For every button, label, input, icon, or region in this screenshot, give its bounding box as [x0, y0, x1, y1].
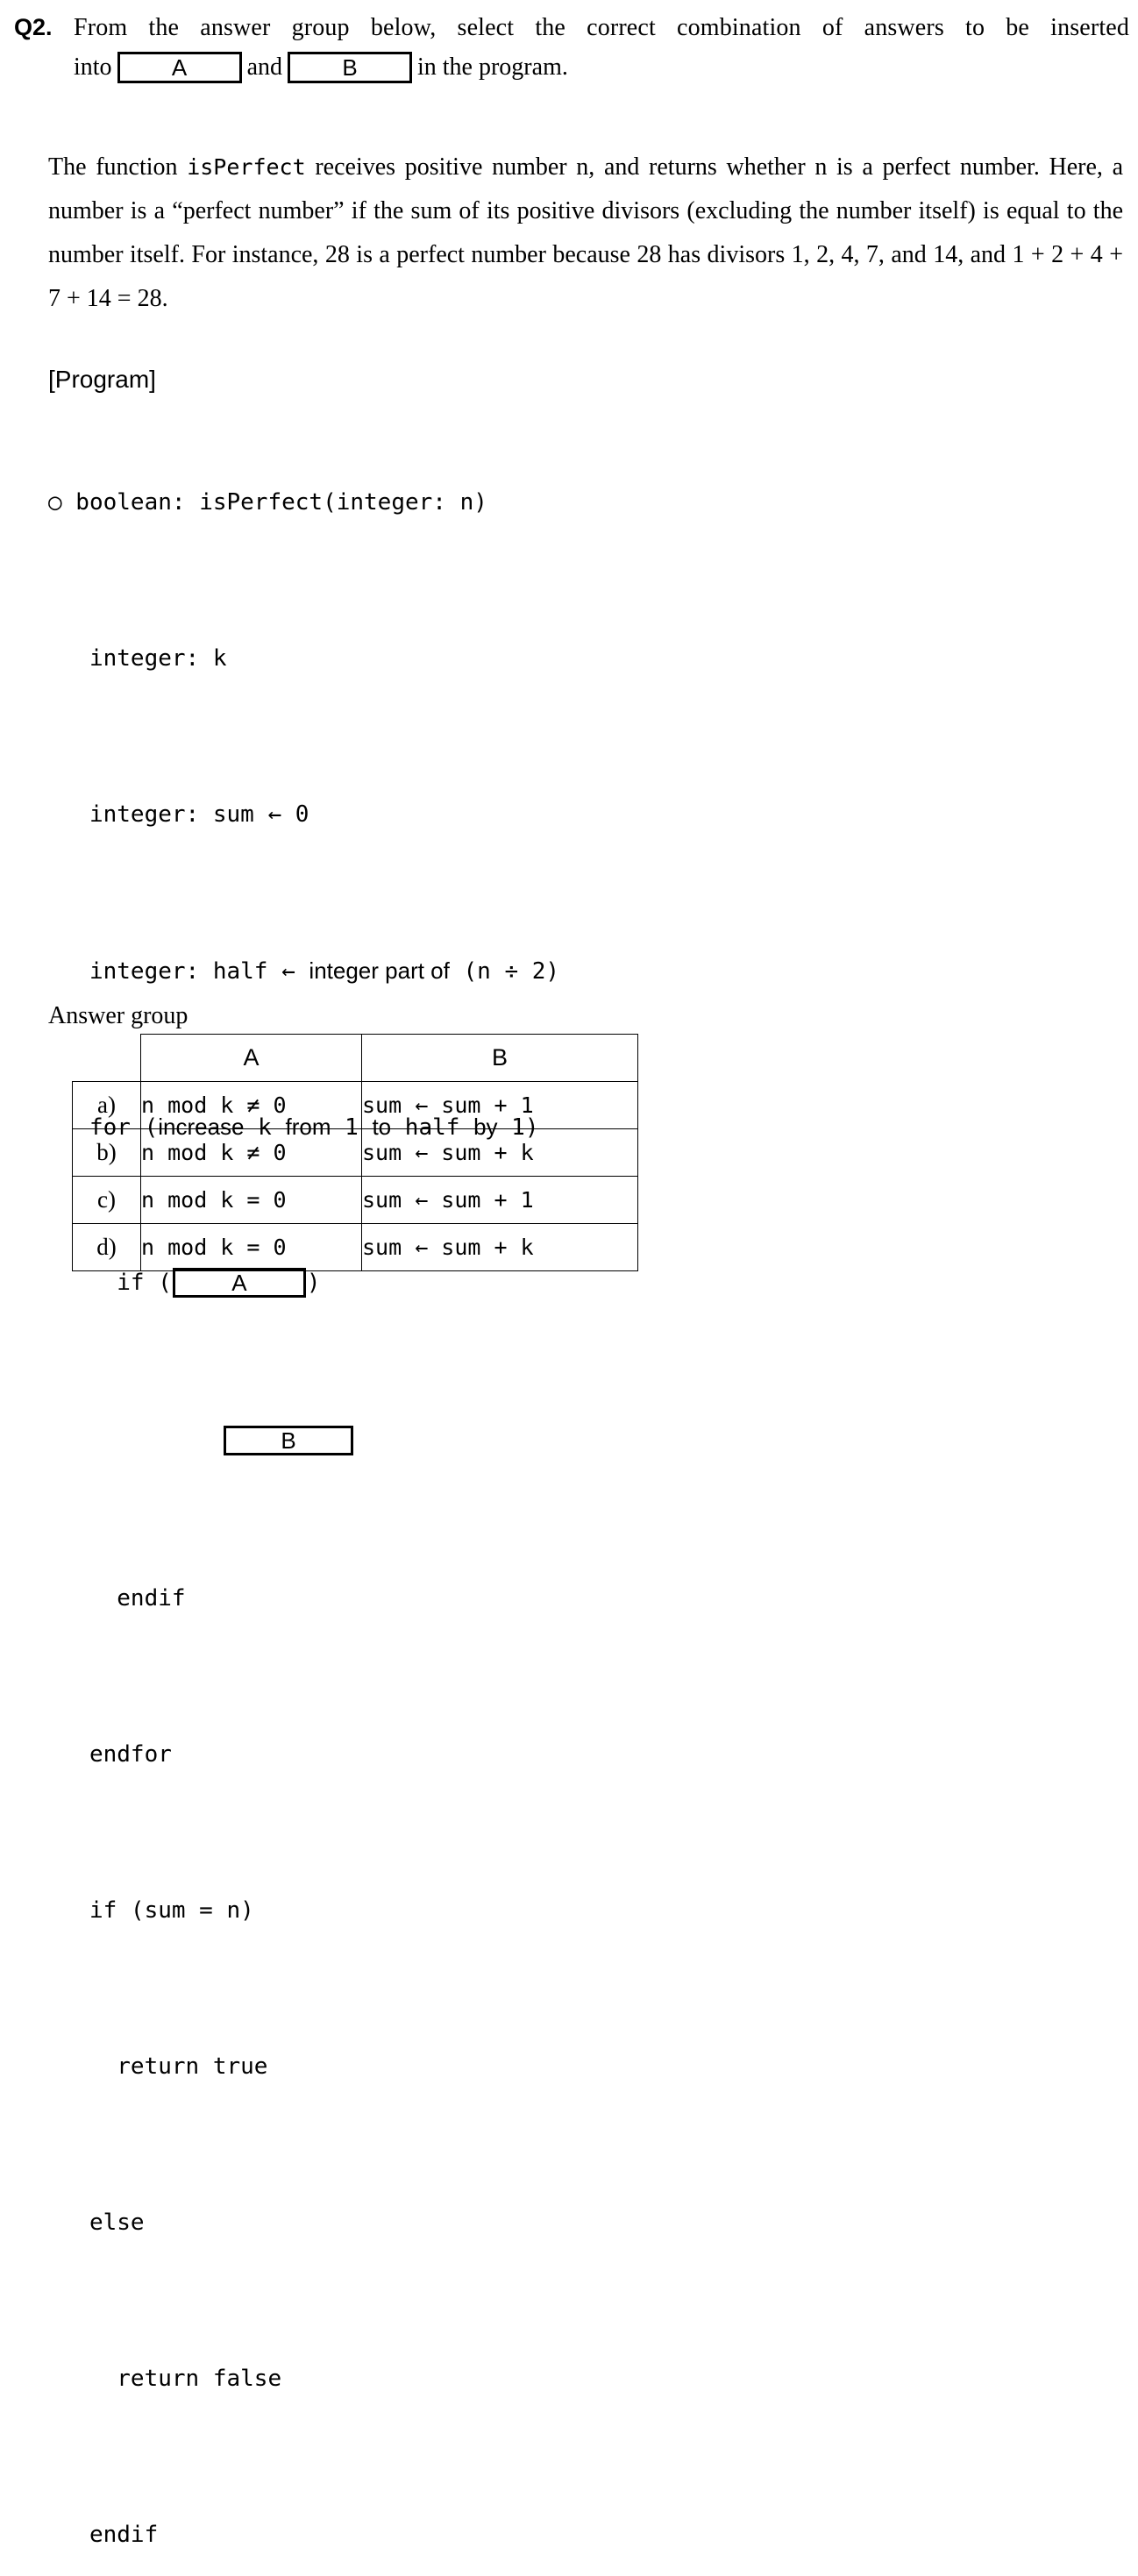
code-line-return-false: return false — [48, 2365, 282, 2392]
code-half-natural-text: integer part of — [309, 957, 450, 984]
question-header — [14, 12, 1129, 83]
function-name: isPerfect — [187, 154, 306, 180]
code-line-endif-inner: endif — [48, 1584, 186, 1612]
code-line-declare-half — [48, 951, 559, 991]
question-prompt-text: From the answer group below, select the correct combination of answers to be inserted — [74, 14, 1129, 41]
code-line-declare-k: integer: k — [48, 645, 227, 672]
code-for-var: k — [244, 1114, 286, 1141]
description-paragraph — [48, 146, 1123, 321]
blank-box-b-program[interactable]: B — [224, 1426, 353, 1455]
code-for-end: half — [391, 1114, 474, 1141]
code-for-to-word: to — [372, 1114, 392, 1140]
table-header-row — [73, 1035, 638, 1082]
code-half-suffix: (n ÷ 2) — [449, 958, 560, 985]
question-line-2 — [14, 52, 1129, 83]
answer-group-table — [72, 1034, 638, 1271]
blank-box-a-inline[interactable]: A — [117, 52, 242, 83]
code-line-endfor: endfor — [48, 1740, 172, 1768]
blank-box-a-program[interactable]: A — [173, 1268, 306, 1298]
code-for-from-word: from — [285, 1114, 331, 1140]
row-b-col-a: n mod k ≠ 0 — [141, 1129, 362, 1177]
row-label-d: d) — [73, 1224, 141, 1271]
question-number: Q2. — [14, 14, 53, 40]
code-if-prefix: if ( — [48, 1270, 172, 1296]
code-line-declare-sum: integer: sum ← 0 — [48, 801, 309, 828]
circle-bullet-icon: ○ — [48, 489, 62, 516]
code-line-blank-b — [48, 1420, 559, 1462]
code-for-by-word: by — [473, 1114, 498, 1140]
question-into-word: into — [74, 53, 112, 81]
header-cell-a: A — [141, 1035, 362, 1082]
row-b-col-b: sum ← sum + k — [362, 1129, 638, 1177]
code-line-if-sum-equals-n: if (sum = n) — [48, 1896, 254, 1924]
program-code-block — [48, 405, 559, 2576]
code-for-prefix: for ( — [48, 1114, 159, 1141]
table-row[interactable] — [73, 1129, 638, 1177]
code-line-else: else — [48, 2209, 145, 2236]
code-line-return-true: return true — [48, 2053, 268, 2080]
code-for-increase-word: increase — [158, 1114, 245, 1140]
row-label-b: b) — [73, 1129, 141, 1177]
row-label-c: c) — [73, 1177, 141, 1224]
row-c-col-a: n mod k = 0 — [141, 1177, 362, 1224]
description-segment-2: receives positive number n, and returns whether n is a perfect number. Here, a number is a “perfect number” if the sum of its positive divisors (excluding the number itself) is equal to the number itself. For instance, 28 is a perfect number because 28 has divisors 1, 2, 4, 7, and 14, and 1 + 2 + 4 + 7 + 14 = 28. — [48, 153, 1123, 312]
row-d-col-b: sum ← sum + k — [362, 1224, 638, 1271]
row-c-col-b: sum ← sum + 1 — [362, 1177, 638, 1224]
code-if-suffix: ) — [306, 1270, 321, 1296]
header-cell-empty — [73, 1035, 141, 1082]
code-line-endif-outer: endif — [48, 2521, 159, 2548]
question-line-1 — [14, 12, 1129, 43]
row-a-col-a: n mod k ≠ 0 — [141, 1082, 362, 1129]
code-line-signature-text: boolean: isPerfect(integer: n) — [61, 489, 487, 516]
blank-box-b-inline[interactable]: B — [288, 52, 412, 83]
table-row[interactable] — [73, 1224, 638, 1271]
question-and-word: and — [246, 53, 282, 81]
code-line-signature — [48, 483, 559, 523]
code-half-prefix: integer: half ← — [48, 958, 309, 985]
header-cell-b: B — [362, 1035, 638, 1082]
row-a-col-b: sum ← sum + 1 — [362, 1082, 638, 1129]
code-for-start: 1 — [331, 1114, 373, 1141]
row-label-a: a) — [73, 1082, 141, 1129]
code-for-step: 1) — [497, 1114, 539, 1141]
row-d-col-a: n mod k = 0 — [141, 1224, 362, 1271]
answer-group-label: Answer group — [48, 1002, 188, 1029]
table-row[interactable] — [73, 1082, 638, 1129]
table-row[interactable] — [73, 1177, 638, 1224]
description-segment-1: The function — [48, 153, 188, 181]
question-tail-word: in the program. — [417, 53, 568, 81]
program-label: [Program] — [48, 366, 156, 393]
